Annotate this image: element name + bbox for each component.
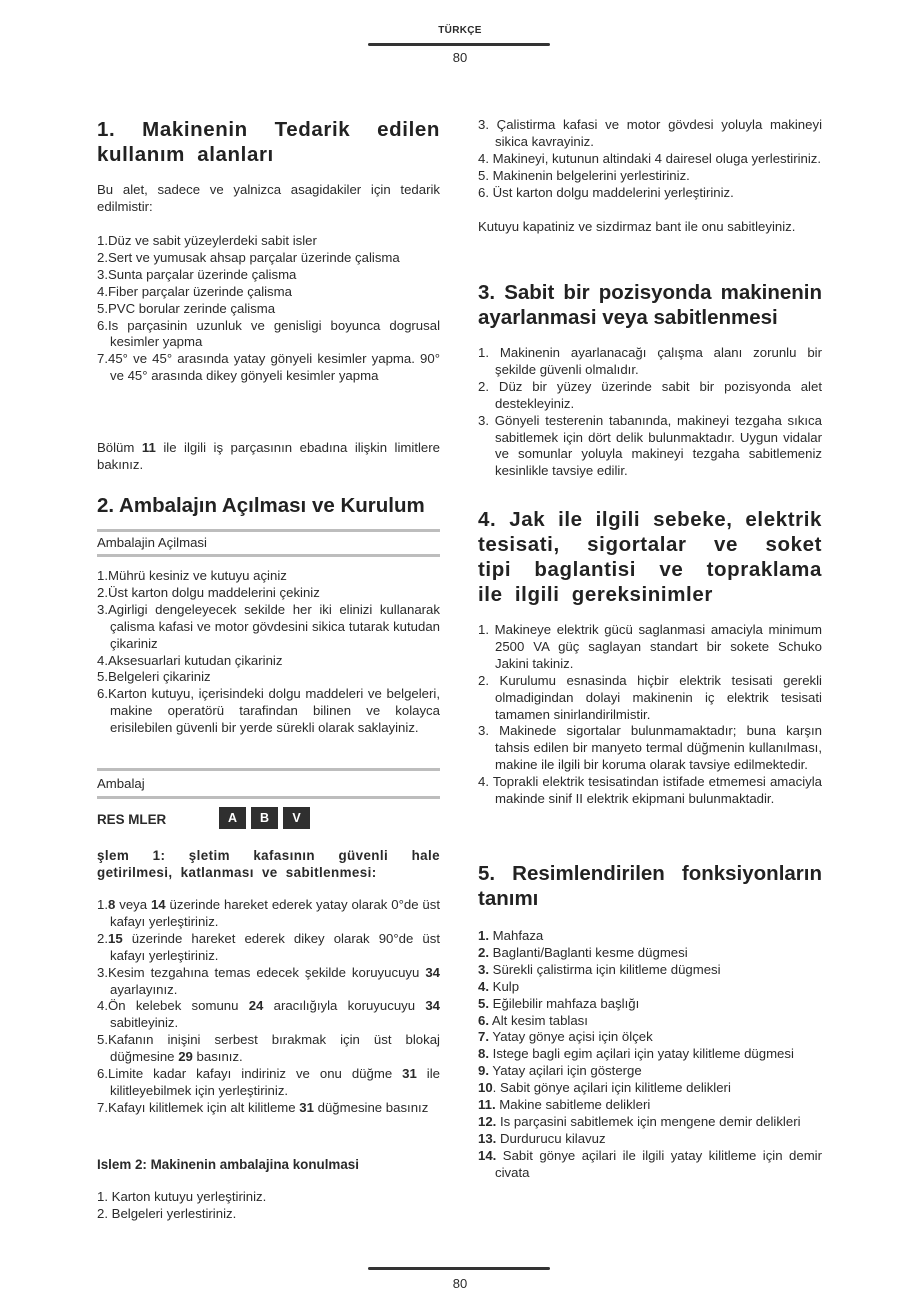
list-item — [97, 965, 440, 999]
text-run: ayarlayınız. — [110, 981, 178, 997]
figures-label: RES MLER — [97, 812, 167, 827]
step1-list — [97, 897, 440, 1117]
list-item — [478, 962, 822, 979]
text-run: Baglanti/Baglanti kesme dügmesi — [489, 944, 688, 960]
list-item — [478, 345, 822, 379]
bold-ref: 14 — [150, 897, 166, 912]
step1-title: şlem 1: şletim kafasının güvenli hale getirilmesi, katlanması ve sabitlenmesi: — [97, 848, 440, 880]
bold-ref: 14. — [478, 1147, 497, 1163]
list-item — [478, 151, 822, 168]
text-run: üzerinde hareket ederek dikey olarak 90°de üst kafayı yerleştiriniz. — [110, 930, 440, 963]
bold-ref: 6. — [478, 1012, 489, 1028]
list-item — [97, 284, 440, 301]
bold-ref: 29 — [178, 1049, 193, 1065]
text-run: ile ilgili iş parçasının ebadına ilişkin limitlere bakınız. — [97, 440, 440, 472]
text-run: 1.Mührü kesiniz ve kutuyu açiniz — [97, 568, 287, 583]
list-item — [97, 653, 440, 670]
text-run: 1. Makinenin ayarlanacağı çalışma alanı zorunlu bir şekilde güvenli olmalıdır. — [478, 345, 822, 377]
list-item — [478, 185, 822, 202]
text-run: 2. Belgeleri yerlestiriniz. — [97, 1205, 237, 1221]
text-run: Sürekli çalistirma için kilitleme dügmesi — [489, 961, 721, 977]
text-run: Sabit gönye açilari ile ilgili yatay kilitleme için demir civata — [495, 1147, 822, 1180]
list-item — [97, 351, 440, 385]
list-item — [97, 686, 440, 737]
text-run: 2.Sert ve yumusak ahsap parçalar üzerinde çalisma — [97, 249, 400, 265]
text-run: 2. — [97, 930, 108, 946]
step2-continued-list — [478, 117, 822, 202]
text-run: . Sabit gönye açilari için kilitleme delikleri — [492, 1080, 731, 1096]
text-run: Alt kesim tablası — [489, 1012, 588, 1028]
list-item — [478, 622, 822, 673]
list-item — [97, 602, 440, 653]
figure-box-b: B — [251, 807, 278, 829]
text-run: 2. Düz bir yüzey üzerinde sabit bir pozisyonda alet destekleyiniz. — [478, 378, 822, 411]
section1-title: 1. Makinenin Tedarik edilen kullanım alanları — [97, 118, 440, 166]
bold-ref: 2. — [478, 944, 489, 960]
list-item — [478, 1063, 822, 1080]
list-item — [97, 1100, 440, 1117]
text-run: Is parçasini sabitlemek için mengene demir delikleri — [496, 1113, 801, 1129]
bold-ref: 12. — [478, 1113, 497, 1129]
section1-intro: Bu alet, sadece ve yalnizca asagidakiler için tedarik edilmistir: — [97, 182, 440, 214]
text-run: 1.Düz ve sabit yüzeylerdeki sabit isler — [97, 233, 317, 248]
unpacking-label: Ambalajin Açilmasi — [97, 535, 207, 550]
list-item — [478, 673, 822, 724]
step2-closing: Kutuyu kapatiniz ve sizdirmaz bant ile onu sabitleyiniz. — [478, 219, 796, 234]
header-rule — [368, 43, 550, 46]
bold-ref: 1. — [478, 928, 489, 943]
list-item — [478, 996, 822, 1013]
step2-list — [97, 1189, 440, 1223]
text-run: 5.Kafanın inişini serbest bırakmak için üst blokaj düğmesine — [97, 1032, 440, 1065]
list-item — [478, 723, 822, 774]
text-run: Bölüm — [97, 440, 142, 455]
text-run: 6.Karton kutuyu, içerisindeki dolgu maddeleri ve belgeleri, makine operatörü tarafindan bilinen ve kolayca erisilebilen güvenli bir yerde sürekli olarak saklayiniz. — [97, 686, 440, 736]
text-run: Durdurucu kilavuz — [496, 1130, 606, 1146]
bold-ref: 31 — [402, 1066, 417, 1082]
list-item — [97, 1206, 440, 1223]
text-run: 5. Makinenin belgelerini yerlestiriniz. — [478, 167, 690, 183]
bold-ref: 4. — [478, 978, 489, 994]
text-run: 6. Üst karton dolgu maddelerini yerleştiriniz. — [478, 184, 734, 200]
list-item — [97, 250, 440, 267]
text-run: 5.Belgeleri çikariniz — [97, 669, 211, 685]
list-item — [478, 379, 822, 413]
page-number-bottom: 80 — [452, 1276, 468, 1291]
bold-ref: 8. — [478, 1046, 489, 1062]
list-item — [97, 1032, 440, 1066]
bold-ref: 5. — [478, 995, 489, 1011]
list-item — [97, 568, 440, 585]
bold-ref: 8 — [108, 897, 116, 912]
figure-box-a: A — [219, 807, 246, 829]
text-run: 3.Agirligi dengeleyecek sekilde her iki elinizi kullanarak çalisma kafasi ve motor gövdesini sikica tutarak kutudan çikariniz — [97, 601, 440, 651]
text-run: 2.Üst karton dolgu maddelerini çekiniz — [97, 584, 320, 600]
text-run: 4. Makineyi, kutunun altindaki 4 dairesel oluga yerlestiriniz. — [478, 150, 822, 166]
section4-list — [478, 622, 822, 808]
text-run: basınız. — [192, 1049, 243, 1065]
text-run: 3. Makinede sigortalar bulunmamaktadır; buna karşın tahsis edilen bir manyeto termal düğmenin kullanılması, makine ile ilgili bir koruma olarak tavsiye edilmektedir. — [478, 723, 822, 773]
section3-list — [478, 345, 822, 480]
section1-note — [97, 440, 440, 474]
text-run: veya — [115, 897, 151, 912]
list-item — [97, 1189, 440, 1206]
bold-ref: 15 — [108, 930, 123, 946]
bold-ref: 11 — [141, 440, 156, 455]
section3-title: 3. Sabit bir pozisyonda makinenin ayarlanmasi veya sabitlenmesi — [478, 281, 822, 329]
list-item — [478, 1029, 822, 1046]
text-run: Mahfaza — [489, 928, 544, 943]
footer-rule — [368, 1267, 550, 1270]
text-run: 7.Kafayı kilitlemek için alt kilitleme — [97, 1099, 300, 1115]
section5-list — [478, 928, 822, 1182]
list-item — [478, 774, 822, 808]
bold-ref: 34 — [425, 964, 440, 980]
list-item — [97, 301, 440, 318]
text-run: 1. Makineye elektrik gücü saglanmasi amaciyla minimum 2500 VA güç saglayan standart bir sokete Schuko Jakini takiniz. — [478, 622, 822, 671]
language-label: TÜRKÇE — [438, 25, 482, 36]
text-run: 4.Ön kelebek somunu — [97, 998, 249, 1014]
text-run: Yatay açilari için gösterge — [489, 1063, 642, 1079]
text-run: 6.Limite kadar kafayı indiriniz ve onu düğme — [97, 1066, 403, 1082]
list-item — [478, 1097, 822, 1114]
list-item — [478, 1114, 822, 1131]
text-run: 4. Toprakli elektrik tesisatindan istifade etmemesi amaciyla makinde sinif II elektrik ekipmani bulunmaktadir. — [478, 774, 822, 807]
bold-ref: 13. — [478, 1130, 497, 1146]
bold-ref: 3. — [478, 961, 489, 977]
text-run: 6.Is parçasinin uzunluk ve genisligi boyunca dogrusal kesimler yapma — [97, 317, 440, 350]
text-run: 7.45° ve 45° arasında yatay gönyeli kesimler yapma. 90° ve 45° arasında dikey gönyeli kesimler yapma — [97, 351, 440, 384]
text-run: Makine sabitleme delikleri — [495, 1097, 651, 1113]
figure-box-v: V — [283, 807, 310, 829]
section1-list — [97, 233, 440, 385]
packing-label: Ambalaj — [97, 776, 145, 791]
text-run: Kulp — [489, 978, 520, 994]
text-run: sabitleyiniz. — [110, 1015, 179, 1031]
section2-title: 2. Ambalajın Açılması ve Kurulum — [97, 494, 425, 517]
list-item — [97, 267, 440, 284]
list-item — [97, 669, 440, 686]
list-item — [97, 585, 440, 602]
text-run: 2. Kurulumu esnasinda hiçbir elektrik tesisati gerekli olmadigindan dolayi makinenin iç elektrik tesisati tamamen sinirlandirilmistir. — [478, 672, 822, 722]
list-item — [478, 1148, 822, 1182]
text-run: üzerinde hareket ederek yatay olarak 0°de üst kafayı yerleştiriniz. — [110, 897, 440, 929]
list-item — [478, 928, 822, 945]
section4-title: 4. Jak ile ilgili sebeke, elektrik tesisati, sigortalar ve soket tipi baglantisi ve topraklama ile ilgili gereksinimler — [478, 508, 822, 606]
figure-boxes — [219, 807, 315, 829]
list-item — [478, 979, 822, 996]
divider — [97, 768, 440, 771]
list-item — [478, 168, 822, 185]
divider — [97, 529, 440, 532]
text-run: aracılığıyla koruyucuyu — [263, 998, 426, 1014]
text-run: 3.Kesim tezgahına temas edecek şekilde koruyucuyu — [97, 964, 426, 980]
list-item — [97, 233, 440, 250]
unpacking-list — [97, 568, 440, 737]
text-run: 3. Gönyeli testerenin tabanında, makineyi tezgaha sıkıca sabitlemek için dört delik bulunmaktadır. Uygun vidalar ve somunlar yoluyla makineyi tezgaha sabitlemeniz kesinlikle tavsiye edilir. — [478, 412, 822, 479]
page-number-top: 80 — [452, 50, 468, 65]
list-item — [478, 1131, 822, 1148]
bold-ref: 34 — [425, 998, 440, 1014]
bold-ref: 31 — [299, 1099, 314, 1115]
list-item — [97, 1066, 440, 1100]
bold-ref: 7. — [478, 1029, 489, 1045]
divider — [97, 554, 440, 557]
text-run: 5.PVC borular zerinde çalisma — [97, 300, 276, 316]
text-run: düğmesine basınız — [313, 1099, 429, 1115]
bold-ref: 9. — [478, 1063, 489, 1079]
list-item — [478, 1046, 822, 1063]
text-run: 4.Fiber parçalar üzerinde çalisma — [97, 283, 292, 299]
text-run: Eğilebilir mahfaza başlığı — [489, 995, 640, 1011]
text-run: 4.Aksesuarlari kutudan çikariniz — [97, 652, 283, 668]
list-item — [478, 1013, 822, 1030]
text-run: 3. Çalistirma kafasi ve motor gövdesi yoluyla makineyi sikica kavrayiniz. — [478, 117, 822, 149]
list-item — [97, 897, 440, 931]
list-item — [97, 931, 440, 965]
bold-ref: 11. — [478, 1097, 496, 1113]
text-run: Istege bagli egim açilari için yatay kilitleme dügmesi — [489, 1046, 794, 1062]
text-run: 3.Sunta parçalar üzerinde çalisma — [97, 266, 297, 282]
step2-title: Islem 2: Makinenin ambalajina konulmasi — [97, 1157, 359, 1172]
bold-ref: 24 — [248, 998, 264, 1014]
list-item — [478, 1080, 822, 1097]
text-run: ile kilitleyebilmek için yerleştiriniz. — [110, 1066, 440, 1098]
divider — [97, 796, 440, 799]
bold-ref: 10 — [478, 1080, 493, 1096]
list-item — [478, 117, 822, 151]
section5-title: 5. Resimlendirilen fonksiyonların tanımı — [478, 862, 822, 910]
list-item — [478, 945, 822, 962]
text-run: Yatay gönye açisi için ölçek — [489, 1029, 653, 1045]
text-run: 1. Karton kutuyu yerleştiriniz. — [97, 1189, 267, 1204]
text-run: 1. — [97, 897, 108, 912]
list-item — [478, 413, 822, 481]
list-item — [97, 998, 440, 1032]
list-item — [97, 318, 440, 352]
